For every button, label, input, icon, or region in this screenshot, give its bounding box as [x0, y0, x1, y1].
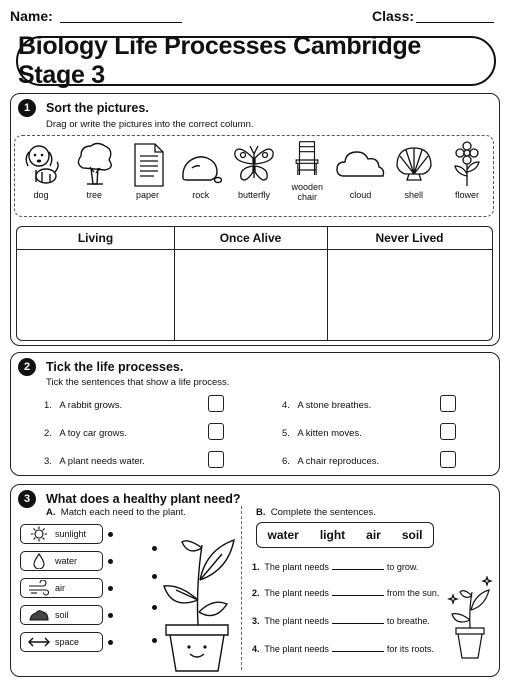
need-label: space	[55, 637, 80, 647]
double-arrow-icon	[27, 634, 51, 650]
word-bank-item[interactable]: air	[366, 528, 381, 542]
tick-item: 4. A stone breathes.	[282, 400, 372, 411]
picture-wooden-chair[interactable]	[282, 140, 332, 202]
need-label: sunlight	[55, 529, 87, 539]
match-dot[interactable]	[108, 559, 113, 564]
rock-icon	[180, 140, 222, 188]
picture-rock[interactable]	[176, 140, 226, 202]
picture-label: paper	[135, 190, 160, 200]
sentence-blank[interactable]	[332, 569, 384, 570]
sentence-blank[interactable]	[332, 595, 384, 596]
page-title: Biology Life Processes Cambridge Stage 3	[18, 32, 422, 89]
small-plant-icon	[446, 576, 494, 664]
water-drop-icon	[27, 553, 51, 569]
section-instruction: Drag or write the pictures into the correct column.	[46, 119, 254, 130]
column-header-living: Living	[77, 231, 114, 245]
sentence: 4. The plant needs for its roots.	[252, 644, 434, 654]
part-divider	[241, 506, 242, 670]
tick-item: 2. A toy car grows.	[44, 428, 127, 439]
picture-label: tree	[86, 190, 102, 200]
sentence: 2. The plant needs from the sun.	[252, 588, 440, 598]
picture-tree[interactable]	[69, 140, 119, 202]
picture-label: rock	[192, 190, 210, 200]
shell-icon	[393, 140, 435, 188]
section-title: Sort the pictures.	[46, 101, 149, 115]
tick-checkbox[interactable]	[208, 423, 224, 440]
word-bank	[256, 522, 434, 548]
tree-icon	[73, 140, 115, 188]
sentence: 1. The plant needs to grow.	[252, 562, 419, 572]
section-number-badge: 2	[18, 358, 36, 376]
potted-plant-icon	[158, 530, 236, 675]
class-field[interactable]	[416, 8, 494, 23]
need-sunlight[interactable]	[20, 524, 103, 544]
picture-dog[interactable]	[16, 140, 66, 202]
plant-match-dot[interactable]	[152, 546, 157, 551]
cloud-icon	[335, 140, 387, 188]
chair-icon	[286, 140, 328, 180]
flower-icon	[446, 140, 488, 188]
picture-label: butterfly	[237, 190, 270, 200]
match-dot[interactable]	[108, 586, 113, 591]
column-header-once-alive: Once Alive	[219, 231, 282, 245]
need-soil[interactable]	[20, 605, 103, 625]
section-title: Tick the life processes.	[46, 360, 184, 374]
section-number-badge: 1	[18, 99, 36, 117]
picture-flower[interactable]	[442, 140, 492, 202]
title-banner	[16, 32, 496, 89]
section-title: What does a healthy plant need?	[46, 492, 241, 506]
part-b-instruction: B. Complete the sentences.	[256, 507, 376, 518]
sorting-table	[16, 226, 493, 341]
plant-match-dot[interactable]	[152, 605, 157, 610]
class-label: Class:	[372, 8, 415, 24]
need-label: water	[55, 556, 78, 566]
sentence-blank[interactable]	[332, 623, 384, 624]
picture-paper[interactable]	[123, 140, 173, 202]
need-space[interactable]	[20, 632, 103, 652]
picture-label: wooden chair	[291, 182, 324, 202]
word-bank-item[interactable]: soil	[401, 528, 423, 542]
wind-icon	[27, 580, 51, 596]
picture-label: cloud	[349, 190, 372, 200]
part-a-instruction: A. Match each need to the plant.	[46, 507, 186, 518]
section-number-badge: 3	[18, 490, 36, 508]
match-dot[interactable]	[108, 613, 113, 618]
sentence: 3. The plant needs to breathe.	[252, 616, 430, 626]
tick-checkbox[interactable]	[440, 451, 456, 468]
picture-row	[16, 140, 492, 202]
match-dot[interactable]	[108, 532, 113, 537]
picture-shell[interactable]	[389, 140, 439, 202]
tick-checkbox[interactable]	[440, 395, 456, 412]
word-bank-item[interactable]: light	[319, 528, 346, 542]
drop-zone-never-lived[interactable]	[328, 250, 492, 340]
word-bank-item[interactable]: water	[267, 528, 299, 542]
name-label: Name:	[10, 8, 53, 24]
picture-label: shell	[404, 190, 423, 200]
tick-item: 1. A rabbit grows.	[44, 400, 123, 411]
picture-label: flower	[454, 190, 479, 200]
section-instruction: Tick the sentences that show a life process.	[46, 377, 230, 388]
tick-item: 6. A chair reproduces.	[282, 456, 380, 467]
sentence-blank[interactable]	[332, 651, 384, 652]
tick-checkbox[interactable]	[208, 395, 224, 412]
plant-match-dot[interactable]	[152, 574, 157, 579]
need-water[interactable]	[20, 551, 103, 571]
match-dot[interactable]	[108, 640, 113, 645]
butterfly-icon	[233, 140, 275, 188]
paper-icon	[127, 140, 169, 188]
dog-icon	[20, 140, 62, 188]
need-air[interactable]	[20, 578, 103, 598]
need-label: soil	[55, 610, 69, 620]
plant-match-dot[interactable]	[152, 638, 157, 643]
tick-checkbox[interactable]	[440, 423, 456, 440]
picture-label: dog	[33, 190, 49, 200]
column-header-never-lived: Never Lived	[375, 231, 444, 245]
picture-butterfly[interactable]	[229, 140, 279, 202]
drop-zone-living[interactable]	[17, 250, 174, 340]
tick-item: 3. A plant needs water.	[44, 456, 145, 467]
tick-item: 5. A kitten moves.	[282, 428, 362, 439]
picture-cloud[interactable]	[336, 140, 386, 202]
soil-icon	[27, 607, 51, 623]
tick-checkbox[interactable]	[208, 451, 224, 468]
drop-zone-once-alive[interactable]	[175, 250, 327, 340]
name-field[interactable]	[60, 8, 182, 23]
need-label: air	[55, 583, 66, 593]
sun-icon	[27, 526, 51, 542]
